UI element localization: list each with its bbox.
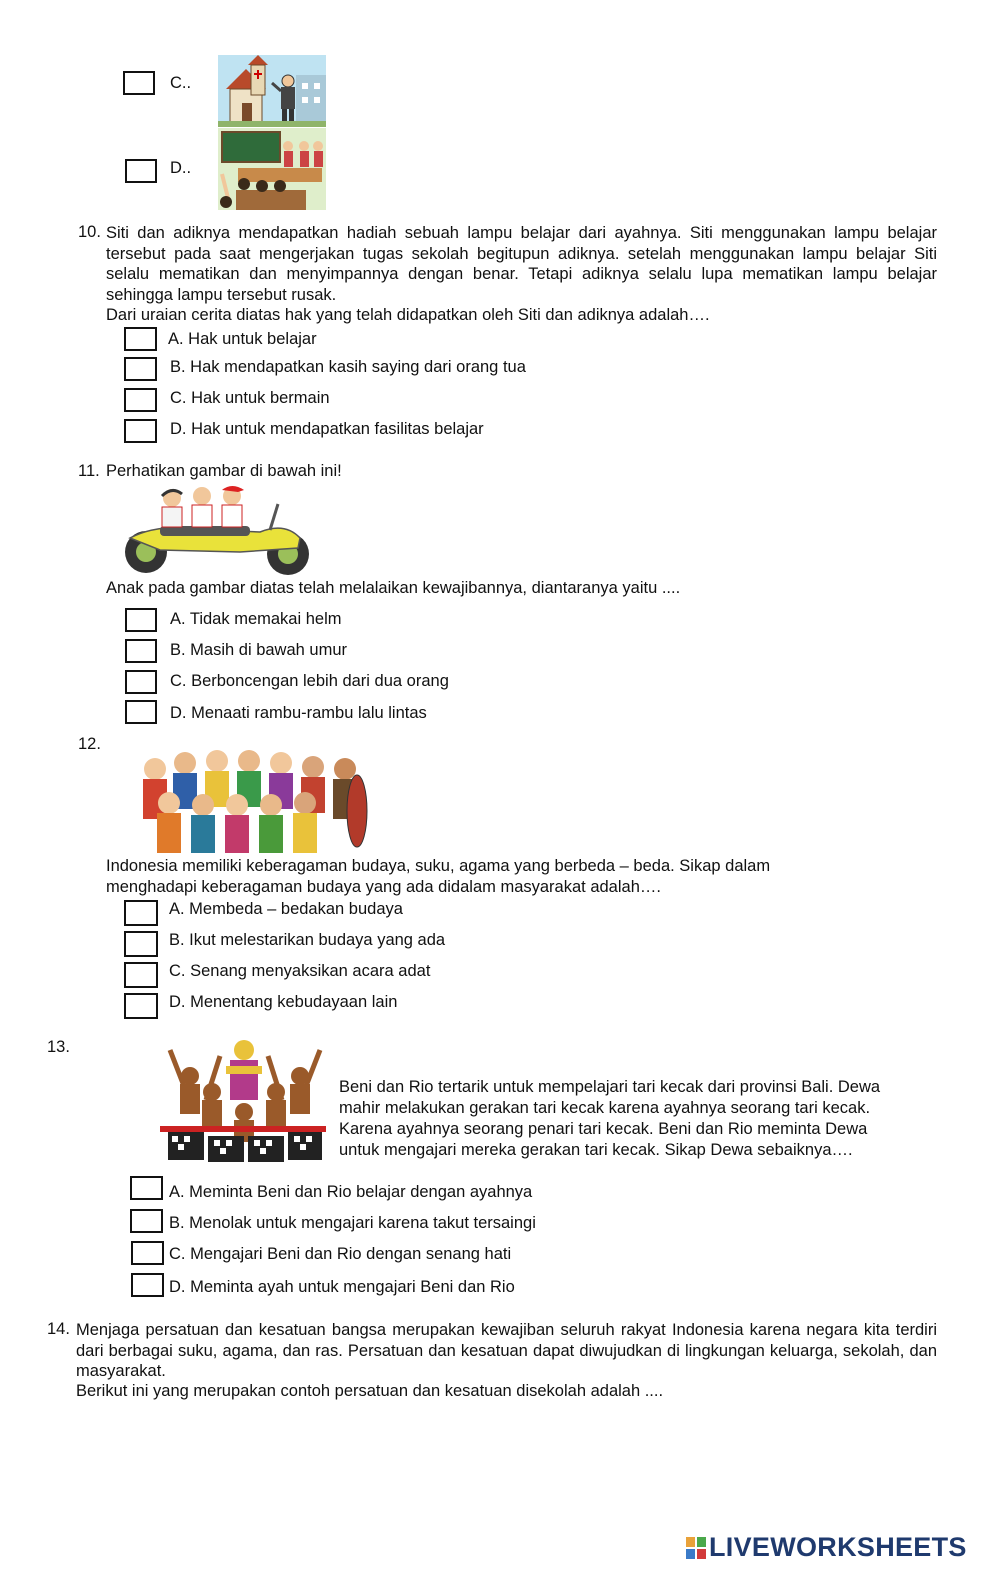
q13-number: 13. — [47, 1038, 70, 1056]
q10-option-c: C. Hak untuk bermain — [170, 389, 330, 407]
q14-question: Berikut ini yang merupakan contoh persatuan dan kesatuan disekolah adalah .... — [76, 1382, 664, 1400]
q14-text: Menjaga persatuan dan kesatuan bangsa merupakan kewajiban seluruh rakyat Indonesia karena negara kita terdiri dari berbagai suku, agama, dan ras. Persatuan dan kesatuan dapat diwujudkan di lingkungan keluarga, sekolah, dan masyarakat. — [76, 1321, 937, 1380]
checkbox-q12-c[interactable] — [124, 962, 158, 988]
q9-image-church — [218, 55, 326, 127]
q10-option-b: B. Hak mendapatkan kasih saying dari orang tua — [170, 358, 526, 376]
q12-option-a: A. Membeda – bedakan budaya — [169, 900, 403, 918]
checkbox-q11-c[interactable] — [125, 670, 157, 694]
q13-line3: Karena ayahnya seorang penari tari kecak. Beni dan Rio meminta Dewa — [339, 1120, 868, 1138]
q12-image-diversity — [125, 743, 372, 853]
q9-option-c-label: C.. — [170, 74, 192, 92]
q12-option-b: B. Ikut melestarikan budaya yang ada — [169, 931, 446, 949]
q11-question: Anak pada gambar diatas telah melalaikan kewajibannya, diantaranya yaitu .... — [106, 579, 681, 597]
liveworksheets-logo — [686, 1532, 967, 1563]
q13-option-d: D. Meminta ayah untuk mengajari Beni dan Rio — [169, 1278, 515, 1296]
checkbox-q13-d[interactable] — [131, 1273, 164, 1297]
checkbox-q9-d[interactable] — [125, 159, 157, 183]
q11-option-d: D. Menaati rambu-rambu lalu lintas — [170, 704, 427, 722]
q13-option-c: C. Mengajari Beni dan Rio dengan senang hati — [169, 1245, 512, 1263]
q10-number: 10. — [78, 223, 101, 241]
liveworksheets-logo-text: LIVEWORKSHEETS — [709, 1532, 967, 1562]
q14-number: 14. — [47, 1320, 70, 1338]
q9-option-d-label: D.. — [170, 159, 192, 177]
checkbox-q9-c[interactable] — [123, 71, 155, 95]
q13-option-a: A. Meminta Beni dan Rio belajar dengan ayahnya — [169, 1183, 533, 1201]
checkbox-q10-d[interactable] — [124, 419, 157, 443]
q10-question: Dari uraian cerita diatas hak yang telah didapatkan oleh Siti dan adiknya adalah…. — [106, 306, 710, 324]
q12-text-line2: menghadapi keberagaman budaya yang ada didalam masyarakat adalah…. — [106, 878, 661, 896]
q11-image-motorbike — [120, 482, 315, 578]
checkbox-q12-a[interactable] — [124, 900, 158, 926]
q12-text-line1: Indonesia memiliki keberagaman budaya, suku, agama yang berbeda – beda. Sikap dalam — [106, 857, 771, 875]
q11-text: Perhatikan gambar di bawah ini! — [106, 462, 342, 480]
checkbox-q11-a[interactable] — [125, 608, 157, 632]
q10-option-d: D. Hak untuk mendapatkan fasilitas belajar — [170, 420, 484, 438]
checkbox-q10-b[interactable] — [124, 357, 157, 381]
checkbox-q12-b[interactable] — [124, 931, 158, 957]
q13-image-kecak-dance — [160, 1036, 326, 1164]
q9-image-classroom — [218, 128, 326, 210]
q13-line2: mahir melakukan gerakan tari kecak karena ayahnya seorang tari kecak. — [339, 1099, 871, 1117]
q10-text: Siti dan adiknya mendapatkan hadiah sebuah lampu belajar dari ayahnya. Siti menggunakan lampu belajar tersebut pada saat mengerjakan tugas sekolah begitupun adiknya. setelah menggunakan lampu belajar Siti selalu mematikan dan menyimpannya dengan benar. Tetapi adiknya selalu lupa mematikan lampu belajar sehingga lampu tersebut rusak. — [106, 224, 937, 304]
checkbox-q10-a[interactable] — [124, 327, 157, 351]
checkbox-q11-d[interactable] — [125, 700, 157, 724]
q11-number: 11. — [78, 462, 100, 480]
q12-option-c: C. Senang menyaksikan acara adat — [169, 962, 431, 980]
checkbox-q13-a[interactable] — [130, 1176, 163, 1200]
q13-line4: untuk mengajari mereka gerakan tari kecak. Sikap Dewa sebaiknya…. — [339, 1141, 853, 1159]
q12-option-d: D. Menentang kebudayaan lain — [169, 993, 398, 1011]
q11-option-c: C. Berboncengan lebih dari dua orang — [170, 672, 449, 690]
checkbox-q13-c[interactable] — [131, 1241, 164, 1265]
q11-option-b: B. Masih di bawah umur — [170, 641, 347, 659]
checkbox-q13-b[interactable] — [130, 1209, 163, 1233]
q13-line1: Beni dan Rio tertarik untuk mempelajari tari kecak dari provinsi Bali. Dewa — [339, 1078, 881, 1096]
checkbox-q12-d[interactable] — [124, 993, 158, 1019]
checkbox-q10-c[interactable] — [124, 388, 157, 412]
q13-option-b: B. Menolak untuk mengajari karena takut tersaingi — [169, 1214, 536, 1232]
q11-option-a: A. Tidak memakai helm — [170, 610, 342, 628]
q10-option-a: A. Hak untuk belajar — [168, 330, 317, 348]
checkbox-q11-b[interactable] — [125, 639, 157, 663]
liveworksheets-logo-icon — [686, 1537, 706, 1559]
q12-number: 12. — [78, 735, 101, 753]
